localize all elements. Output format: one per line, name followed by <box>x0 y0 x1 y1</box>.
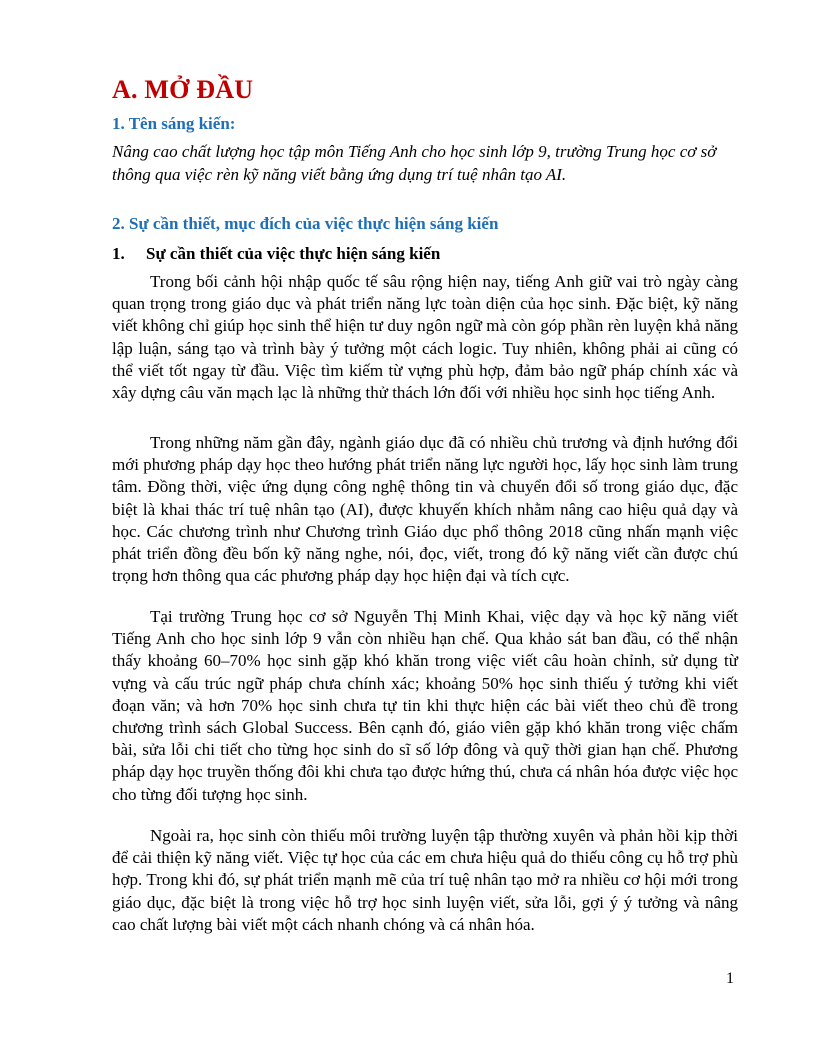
body-paragraph: Trong những năm gần đây, ngành giáo dục đã có nhiều chủ trương và định hướng đổi mới phương pháp dạy học theo hướng phát triển năng lực người học, lấy học sinh làm trung tâm. Đồng thời, việc ứng dụng công nghệ thông tin và chuyển đổi số trong giáo dục, đặc biệt là khai thác trí tuệ nhân tạo (AI), được khuyến khích nhằm nâng cao hiệu quả dạy và học. Các chương trình như Chương trình Giáo dục phổ thông 2018 cũng nhấn mạnh việc phát triển đồng đều bốn kỹ năng nghe, nói, đọc, viết, trong đó kỹ năng viết cần được chú trọng hơn thông qua các phương pháp dạy học hiện đại và tích cực. <box>112 433 738 586</box>
section-title-initiative-name: 1. Tên sáng kiến: <box>112 114 236 133</box>
subsection-title-text: Sự cần thiết của việc thực hiện sáng kiến <box>146 244 441 263</box>
page-number: 1 <box>726 970 734 987</box>
page-heading: A. MỞ ĐẦU <box>112 75 254 104</box>
section-title-necessity-purpose: 2. Sự cần thiết, mục đích của việc thực hiện sáng kiến <box>112 214 499 233</box>
subsection-number: 1. <box>112 244 125 263</box>
body-paragraph: Trong bối cảnh hội nhập quốc tế sâu rộng hiện nay, tiếng Anh giữ vai trò ngày càng quan trọng trong giáo dục và phát triển năng lực toàn diện của học sinh. Đặc biệt, kỹ năng viết không chỉ giúp học sinh thể hiện tư duy ngôn ngữ mà còn góp phần rèn luyện khả năng lập luận, sáng tạo và trình bày ý tưởng một cách logic. Tuy nhiên, không phải ai cũng có thể viết tốt ngay từ đầu. Việc tìm kiếm từ vựng phù hợp, đảm bảo ngữ pháp chính xác và xây dựng câu văn mạch lạc là những thử thách lớn đối với nhiều học sinh học tiếng Anh. <box>112 272 738 403</box>
initiative-name-text: Nâng cao chất lượng học tập môn Tiếng Anh cho học sinh lớp 9, trường Trung học cơ sở thông qua việc rèn kỹ năng viết bằng ứng dụng trí tuệ nhân tạo AI. <box>112 142 717 184</box>
body-paragraph: Ngoài ra, học sinh còn thiếu môi trường luyện tập thường xuyên và phản hồi kịp thời để cải thiện kỹ năng viết. Việc tự học của các em chưa hiệu quả do thiếu công cụ hỗ trợ phù hợp. Trong khi đó, sự phát triển mạnh mẽ của trí tuệ nhân tạo mở ra nhiều cơ hội mới trong giáo dục, đặc biệt là trong việc hỗ trợ học sinh luyện viết, sửa lỗi, gợi ý ý tưởng và nâng cao chất lượng bài viết một cách nhanh chóng và cá nhân hóa. <box>112 826 738 934</box>
body-paragraph: Tại trường Trung học cơ sở Nguyễn Thị Minh Khai, việc dạy và học kỹ năng viết Tiếng Anh cho học sinh lớp 9 vẫn còn nhiều hạn chế. Qua khảo sát ban đầu, có thể nhận thấy khoảng 60–70% học sinh gặp khó khăn trong việc viết câu hoàn chỉnh, sử dụng từ vựng và cấu trúc ngữ pháp chưa chính xác; khoảng 50% học sinh thiếu ý tưởng khi viết đoạn văn; và hơn 70% học sinh chưa tự tin khi thực hiện các bài viết theo chủ đề trong chương trình sách Global Success. Bên cạnh đó, giáo viên gặp khó khăn trong việc chấm bài, sửa lỗi chi tiết cho từng học sinh do sĩ số lớp đông và quỹ thời gian hạn chế. Phương pháp dạy học truyền thống đôi khi chưa tạo được hứng thú, chưa cá nhân hóa được việc học cho từng đối tượng học sinh. <box>112 607 738 804</box>
subsection-title <box>112 244 440 264</box>
